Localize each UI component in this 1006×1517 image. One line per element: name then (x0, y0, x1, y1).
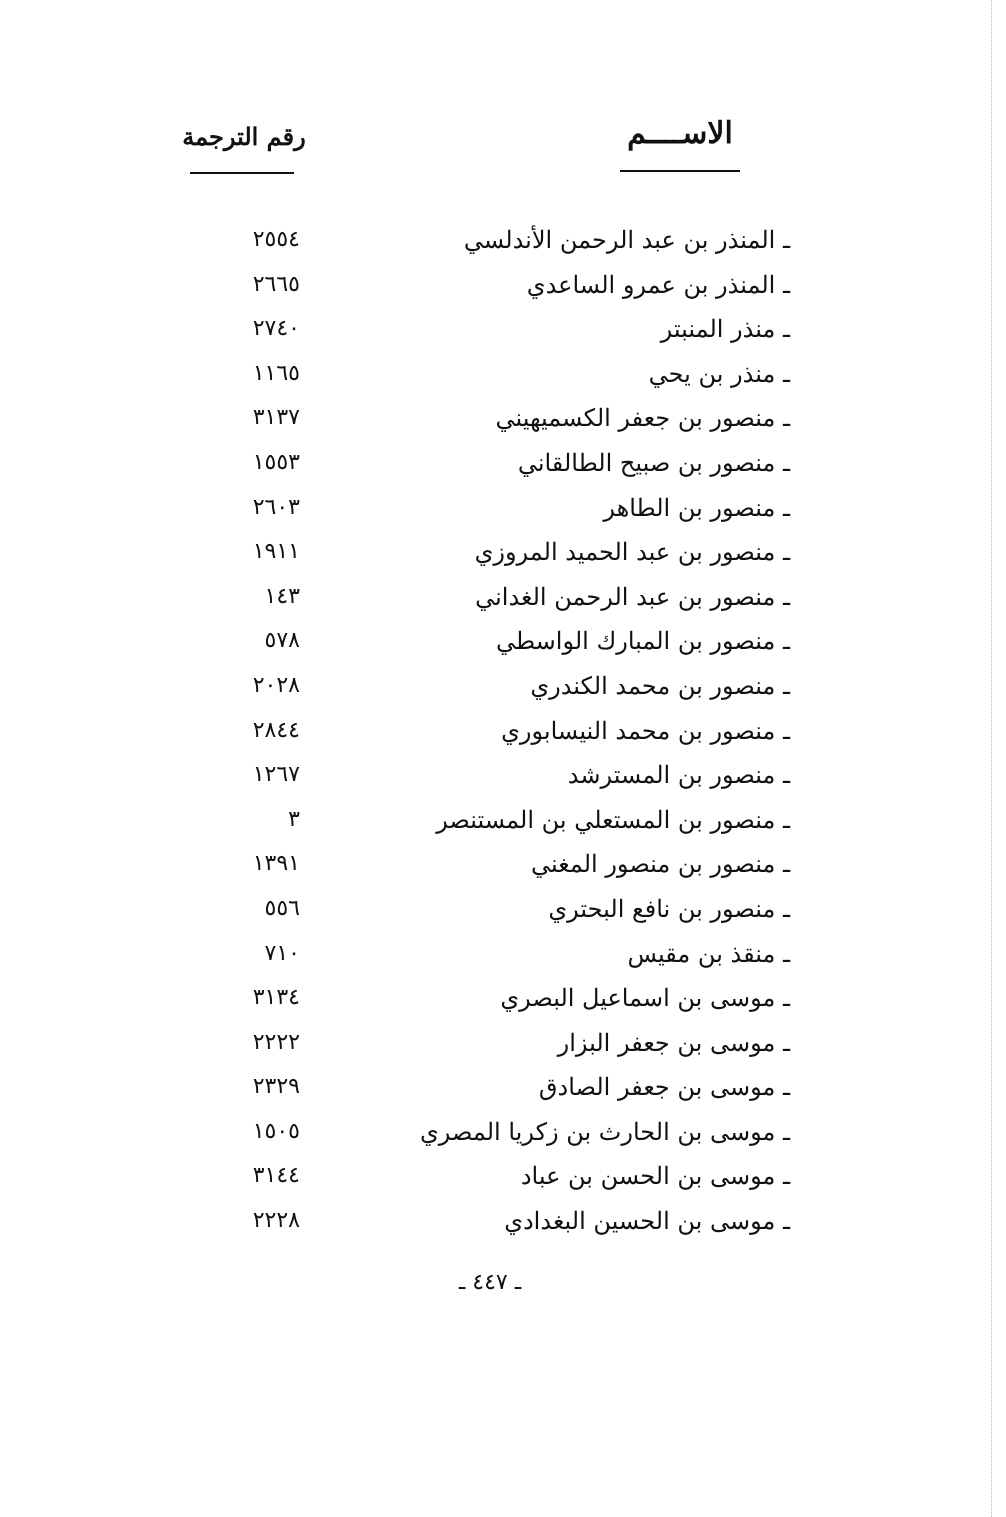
index-entry (180, 577, 820, 622)
entry-number: ٢٠٢٨ (252, 672, 300, 698)
entry-name: ـ موسى بن جعفر الصادق (538, 1073, 790, 1102)
index-entry (180, 220, 820, 265)
index-entry (180, 934, 820, 979)
index-entry (180, 844, 820, 889)
entry-name: ـ منصور بن الطاهر (603, 493, 790, 522)
index-entries-list (180, 220, 820, 1246)
entry-name: ـ منصور بن المستعلي بن المستنصر (436, 805, 790, 834)
column-header-number: رقم الترجمة (182, 122, 306, 151)
entry-name: ـ موسى بن الحارث بن زكريا المصري (420, 1117, 790, 1146)
entry-number: ١٥٥٣ (252, 449, 300, 475)
entry-number: ٥٥٦ (264, 895, 300, 921)
entry-name: ـ منقذ بن مقيس (627, 939, 790, 968)
entry-name: ـ منصور بن جعفر الكسميهيني (495, 404, 790, 433)
entry-name: ـ منصور بن نافع البحتري (548, 894, 790, 923)
entry-name: ـ منصور بن محمد النيسابوري (501, 716, 790, 745)
index-entry (180, 978, 820, 1023)
entry-number: ٧١٠ (264, 940, 300, 966)
entry-name: ـ المنذر بن عبد الرحمن الأندلسي (463, 226, 790, 254)
index-entry (180, 666, 820, 711)
entry-number: ٣١٣٧ (252, 405, 300, 431)
index-entry (180, 309, 820, 354)
entry-number: ٥٧٨ (264, 628, 300, 654)
entry-name: ـ موسى بن اسماعيل البصري (500, 984, 790, 1013)
entry-number: ٢٧٤٠ (252, 316, 300, 342)
entry-name: ـ منصور بن عبد الرحمن الغداني (475, 582, 790, 611)
entry-name: ـ منصور بن منصور المغني (531, 850, 790, 879)
index-entry (180, 711, 820, 756)
entry-number: ٢٦٠٣ (252, 494, 300, 520)
entry-name: ـ منصور بن صبيح الطالقاني (517, 448, 790, 477)
entry-number: ٢٣٢٩ (252, 1074, 300, 1100)
entry-number: ١٤٣ (264, 583, 300, 609)
index-entry (180, 1067, 820, 1112)
entry-number: ١٢٦٧ (252, 762, 300, 788)
index-entry (180, 532, 820, 577)
entry-number: ١١٦٥ (252, 360, 300, 386)
entry-name: ـ موسى بن الحسن بن عباد (520, 1162, 790, 1191)
index-entry (180, 889, 820, 934)
entry-number: ٢٨٤٤ (252, 717, 300, 743)
entry-name: ـ منصور بن المبارك الواسطي (495, 627, 790, 656)
entry-number: ٣١٣٤ (252, 985, 300, 1011)
entry-name: ـ المنذر بن عمرو الساعدي (526, 270, 790, 299)
entry-number: ٢٢٢٢ (252, 1029, 300, 1055)
index-entry (180, 1156, 820, 1201)
index-entry (180, 488, 820, 533)
entry-number: ٢٥٥٤ (252, 227, 300, 252)
entry-number: ١٥٠٥ (252, 1118, 300, 1144)
index-entry (180, 443, 820, 488)
entry-number: ١٣٩١ (252, 851, 300, 877)
index-entry (180, 800, 820, 845)
entry-number: ٢٦٦٥ (252, 271, 300, 297)
entry-name: ـ منصور بن المسترشد (567, 761, 790, 790)
page-number: ـ ٤٤٧ ـ (458, 1270, 522, 1295)
entry-name: ـ منصور بن محمد الكندري (530, 671, 790, 700)
index-entry (180, 398, 820, 443)
index-entry (180, 1023, 820, 1068)
index-entry (180, 1112, 820, 1157)
index-entry (180, 621, 820, 666)
column-header-number-underline (190, 172, 294, 174)
scan-edge-line (991, 0, 992, 1517)
entry-name: ـ موسى بن جعفر البزار (557, 1028, 790, 1057)
entry-number: ٣ (288, 806, 300, 832)
entry-name: ـ منذر المنبتر (660, 315, 790, 344)
column-header-name-underline (620, 170, 740, 172)
entry-name: ـ منذر بن يحي (648, 359, 790, 388)
index-entry (180, 354, 820, 399)
index-entry (180, 1201, 820, 1246)
entry-number: ٢٢٢٨ (252, 1208, 300, 1234)
index-entry (180, 265, 820, 310)
entry-number: ٣١٤٤ (252, 1163, 300, 1189)
entry-name: ـ منصور بن عبد الحميد المروزي (474, 538, 790, 567)
column-header-name: الاســــم (627, 116, 733, 151)
index-entry (180, 755, 820, 800)
entry-name: ـ موسى بن الحسين البغدادي (504, 1207, 790, 1236)
entry-number: ١٩١١ (252, 539, 300, 565)
